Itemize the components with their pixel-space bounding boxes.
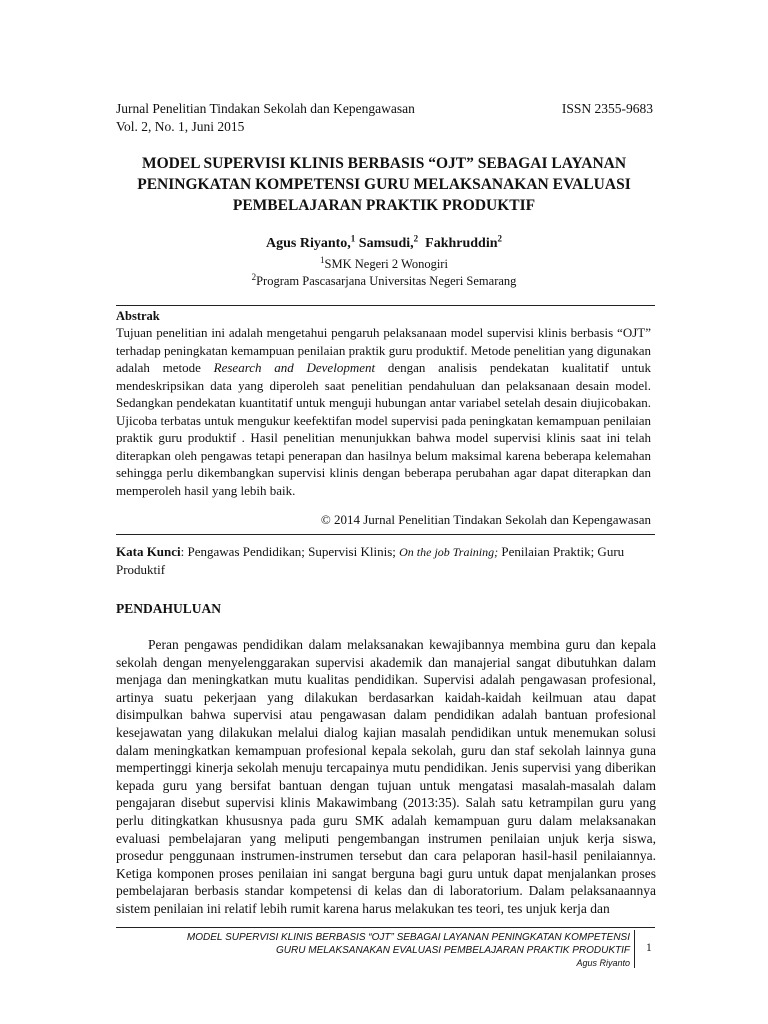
- keywords-italic: On the job Training;: [399, 545, 499, 559]
- affiliation-1-mark: 1: [320, 254, 325, 265]
- footer-rule: [116, 927, 655, 928]
- paper-title: [100, 153, 668, 216]
- section-heading: PENDAHULUAN: [116, 601, 222, 616]
- author-2-affil-mark: 2: [413, 233, 419, 244]
- running-footer: [110, 932, 630, 970]
- abstract-top-rule: [116, 305, 655, 306]
- abstract-italic: Research and Development: [213, 360, 376, 375]
- body-paragraph: Peran pengawas pendidikan dalam melaksanakan kewajibannya membina guru dan kepala sekolah dengan menyelenggarakan supervisi akademik dan manajerial sangat dibutuhkan dalam menjaga dan meningkatkan mutu kualitas pendidikan. Supervisi adalah pengawasan profesional, artinya suatu pekerjaan yang dilakukan berdasarkan kaidah-kaidah keilmuan atau dapat disimpulkan bahwa supervisi atau pengawasan dalam pendidikan adalah bantuan profesional kesejawatan yang dilakukan melalui dialog kajian masalah pendidikan untuk menemukan solusi dalam meningkatkan kemampuan profesional kepala sekolah, guru dan staf sekolah lainnya guna mempertinggi kinerja sekolah menuju tercapainya mutu pendidikan. Jenis supervisi yang diberikan kepada guru yang bersifat bantuan dengan tujuan untuk mengatasi masalah-masalah dalam pengajaran disebut supervisi klinis Makawimbang (2013:35). Salah satu ketrampilan guru yang perlu ditingkatkan khususnya pada guru SMK adalah kemampuan guru dalam melaksanakan evaluasi pembelajaran yang meliputi pengembangan instrumen penilaian unjuk kerja siswa, prosedur penggunaan instrumen-instrumen tersebut dan cara pelaporan hasil-hasil penilaiannya. Ketiga komponen proses penilaian ini sangat berguna bagi guru untuk dapat menjalankan proses pembelajaran berbasis standar kompetensi di kelas dan di laboratorium. Dalam pelaksanaannya sistem penilaian ini relatif lebih rumit karena harus melakukan tes teori, tes unjuk kerja dan: [116, 637, 656, 916]
- affiliation-2: [0, 271, 768, 289]
- abstract-part-1: Tujuan penelitian ini adalah mengetahui pengaruh pelaksanaan model supervisi klinis berbasis “OJT” terhadap peningkatan kemampuan penilaian praktik guru produktif. Metode penelitian yang digunakan adalah metode: [116, 325, 651, 375]
- author-1-affil-mark: 1: [350, 233, 356, 244]
- issn: ISSN 2355-9683: [561, 101, 653, 116]
- copyright-notice: © 2014 Jurnal Penelitian Tindakan Sekolah dan Kepengawasan: [320, 512, 651, 527]
- volume-info: Vol. 2, No. 1, Juni 2015: [116, 119, 245, 134]
- affiliation-1: [0, 254, 768, 272]
- title-line-1: MODEL SUPERVISI KLINIS BERBASIS “OJT” SEBAGAI LAYANAN: [141, 155, 627, 172]
- keywords-part-1: : Pengawas Pendidikan; Supervisi Klinis;: [180, 544, 400, 559]
- author-3: Fakhruddin: [425, 236, 498, 251]
- abstract-part-2: dengan analisis pendekatan kualitatif untuk mendeskripsikan data yang diperoleh saat penelitian pendahuluan dan pelaksanaan desain model. Sedangkan pendekatan kuantitatif untuk menguji hubungan antar variabel setelah desain diujicobakan. Ujicoba terbatas untuk mengukur keefektifan model supervisi pada peningkatan kemampuan penilaian praktik guru produktif . Hasil penelitian menunjukkan bahwa model supervisi klinis saat ini telah diterapkan oleh pengawas tetapi penerapan dan hasilnya belum maksimal karena beberapa kelemahan sehingga perlu dikembangkan supervisi klinis dengan beberapa perubahan agar dapat diterapkan dan memperoleh hasil yang lebih baik.: [116, 360, 652, 498]
- author-3-affil-mark: 2: [497, 233, 503, 244]
- page-number: 1: [646, 942, 652, 954]
- journal-name: Jurnal Penelitian Tindakan Sekolah dan Kepengawasan: [116, 101, 415, 116]
- footer-divider: [634, 930, 635, 968]
- affiliation-1-text: SMK Negeri 2 Wonogiri: [324, 257, 448, 271]
- author-2: Samsudi,: [358, 236, 414, 251]
- footer-title-line-1: MODEL SUPERVISI KLINIS BERBASIS “OJT” SEBAGAI LAYANAN PENINGKATAN KOMPETENSI: [186, 932, 630, 943]
- author-1: Agus Riyanto,: [265, 236, 351, 251]
- footer-author: Agus Riyanto: [576, 958, 630, 968]
- abstract-bottom-rule: [116, 534, 655, 535]
- keywords-part-2: Penilaian Praktik; Guru Produktif: [116, 544, 625, 577]
- title-line-2: PENINGKATAN KOMPETENSI GURU MELAKSANAKAN EVALUASI: [137, 176, 631, 193]
- affiliation-2-mark: 2: [251, 271, 257, 282]
- footer-title-line-2: GURU MELAKSANAKAN EVALUASI PEMBELAJARAN PRAKTIK PRODUKTIF: [276, 944, 630, 956]
- keywords-label: Kata Kunci: [116, 544, 181, 559]
- author-list: [0, 233, 768, 252]
- affiliation-2-text: Program Pascasarjana Universitas Negeri Semarang: [256, 274, 517, 288]
- title-line-3: PEMBELAJARAN PRAKTIK PRODUKTIF: [232, 197, 536, 214]
- keywords: [116, 543, 651, 578]
- abstract-heading: Abstrak: [116, 309, 160, 323]
- abstract-text: [116, 324, 651, 499]
